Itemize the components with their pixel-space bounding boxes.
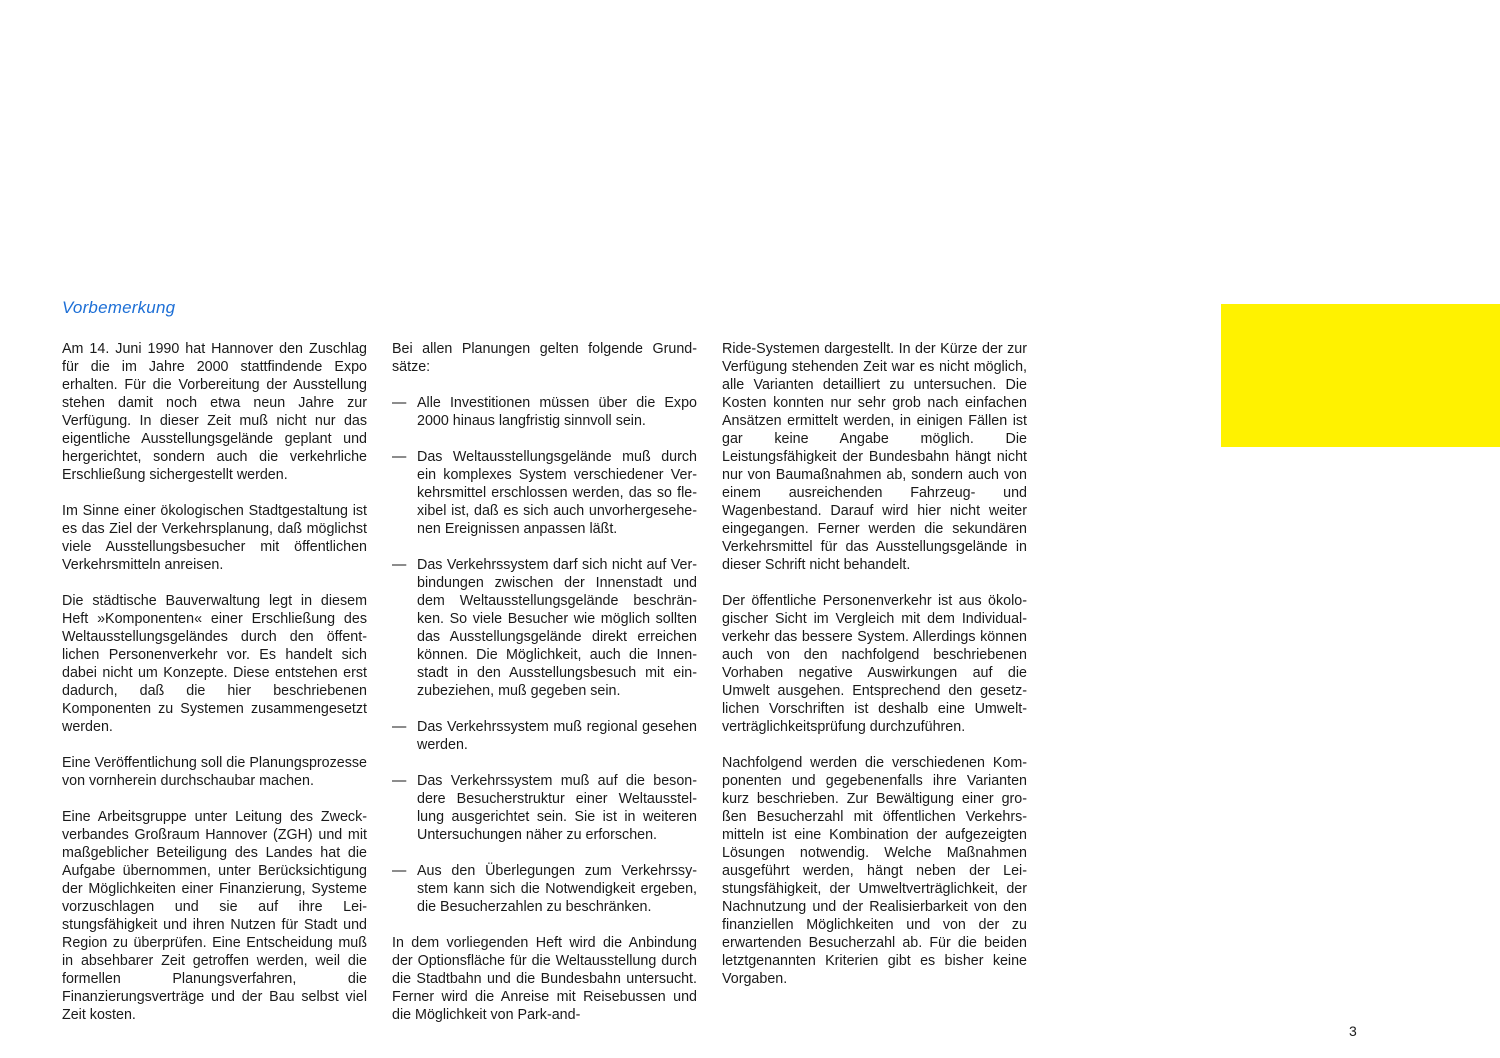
paragraph: Nachfolgend werden die verschiedenen Komponenten und gegebenenfalls ihre Varianten kurz beschrieben. Zur Bewältigung einer großen Besucherzahl mit öffentlichen Verkehrsmitteln ist eine Kombination der aufgezeigten Lösungen notwendig. Welche Maßnahmen ausgeführt werden, hängt neben der Leistungsfähigkeit, der Umweltverträglichkeit, der Nachnutzung und der Realisierbarkeit von den finanziellen Möglichkeiten und von der zu erwartenden Besucherzahl ab. Für die beiden letztgenannten Kriterien gibt es bisher keine Vorgaben. — [722, 755, 1027, 987]
paragraph: Ride-Systemen dargestellt. In der Kürze der zur Verfügung stehenden Zeit war es nicht möglich, alle Varianten detailliert zu untersuchen. Die Kosten konnten nur sehr grob nach einfachen Ansätzen ermittelt werden, in einigen Fällen ist gar keine Angabe möglich. Die Leistungsfähigkeit der Bundesbahn hängt nicht nur von Baumaßnahmen ab, sondern auch von einem ausreichenden Fahrzeug- und Wagenbestand. Darauf wird hier nicht weiter eingegangen. Ferner werden die sekundären Verkehrsmittel für das Ausstellungsgelände in dieser Schrift nicht behandelt. — [722, 341, 1027, 573]
text-column-1 — [62, 340, 367, 1042]
text-column-3 — [722, 340, 1027, 1006]
paragraph: Eine Arbeitsgruppe unter Leitung des Zweckverbandes Großraum Hannover (ZGH) und mit maßgeblicher Beteiligung des Landes hat die Aufgabe übernommen, unter Berücksichtigung der Möglichkeiten einer Finanzierung, Systeme vorzuschlagen und sie auf ihre Leistungsfähigkeit und ihren Nutzen für Stadt und Region zu überprüfen. Eine Entscheidung muß in absehbarer Zeit getroffen werden, weil die formellen Planungsverfahren, die Finanzierungsverträge und der Bau selbst viel Zeit kosten. — [62, 809, 367, 1023]
paragraph: Am 14. Juni 1990 hat Hannover den Zuschlag für die im Jahre 2000 stattfindende Expo erhalten. Für die Vorbereitung der Ausstellung stehen damit noch etwa neun Jahre zur Verfügung. In dieser Zeit muß nicht nur das eigentliche Ausstellungsgelände geplant und hergerichtet, sondern auch die verkehrliche Erschließung sichergestellt werden. — [62, 341, 367, 483]
paragraph: Die städtische Bauverwaltung legt in diesem Heft »Komponenten« einer Erschließung des Weltausstellungsgeländes durch den öffentlichen Personenverkehr vor. Es handelt sich dabei nicht um Konzepte. Diese entstehen erst dadurch, daß die hier beschriebenen Komponenten zu Systemen zusammengesetzt werden. — [62, 593, 367, 735]
paragraph: In dem vorliegenden Heft wird die Anbindung der Optionsfläche für die Weltausstellung durch die Stadtbahn und die Bundesbahn untersucht. Ferner wird die Anreise mit Reisebussen und die Möglichkeit von Park-and- — [392, 935, 697, 1023]
paragraph: Eine Veröffentlichung soll die Planungsprozesse von vornherein durchschaubar machen. — [62, 755, 367, 789]
list-item — [392, 556, 697, 700]
yellow-highlight-box — [1221, 304, 1500, 447]
dash-bullet: — — [392, 719, 407, 735]
list-item — [392, 772, 697, 844]
dash-bullet: — — [392, 449, 407, 465]
list-item — [392, 394, 697, 430]
paragraph: Im Sinne einer ökologischen Stadtgestaltung ist es das Ziel der Verkehrsplanung, daß möglichst viele Ausstellungsbesucher mit öffentlichen Verkehrsmitteln anreisen. — [62, 503, 367, 573]
section-heading: Vorbemerkung — [62, 298, 176, 317]
paragraph: Der öffentliche Personenverkehr ist aus ökologischer Sicht im Vergleich mit dem Individualverkehr das bessere System. Allerdings können auch von den nachfolgend beschriebenen Vorhaben negative Auswirkungen auf die Umwelt ausgehen. Entsprechend den gesetzlichen Vorschriften ist deshalb eine Umweltverträglichkeitsprüfung durchzuführen. — [722, 593, 1027, 735]
list-item-text: Aus den Überlegungen zum Verkehrssystem kann sich die Notwendigkeit ergeben, die Besucherzahlen zu beschränken. — [417, 863, 697, 915]
list-item-text: Das Verkehrssystem muß auf die besondere Besucherstruktur einer Weltausstellung ausgerichtet sein. Sie ist in weiteren Untersuchungen näher zu erforschen. — [417, 773, 697, 843]
dash-bullet: — — [392, 863, 407, 879]
page-number: 3 — [1349, 1023, 1357, 1039]
list-item-text: Das Verkehrssystem darf sich nicht auf Verbindungen zwischen der Innenstadt und dem Weltausstellungsgelände beschränken. So viele Besucher wie möglich sollten das Ausstellungsgelände direkt erreichen können. Die Möglichkeit, auch die Innenstadt in den Ausstellungsbesuch mit einzubeziehen, muß gegeben sein. — [417, 557, 697, 699]
dash-bullet: — — [392, 395, 407, 411]
dash-bullet: — — [392, 773, 407, 789]
list-item-text: Alle Investitionen müssen über die Expo 2000 hinaus langfristig sinnvoll sein. — [417, 395, 697, 429]
list-intro: Bei allen Planungen gelten folgende Grundsätze: — [392, 341, 697, 375]
principles-list — [392, 394, 697, 916]
list-item — [392, 448, 697, 538]
list-item-text: Das Verkehrssystem muß regional gesehen werden. — [417, 719, 697, 753]
list-item-text: Das Weltausstellungsgelände muß durch ein komplexes System verschiedener Verkehrsmittel erschlossen werden, das so flexibel ist, daß es sich auch unvorhergesehenen Ereignissen anpassen läßt. — [417, 449, 697, 537]
text-column-2 — [392, 340, 697, 1042]
list-item — [392, 862, 697, 916]
dash-bullet: — — [392, 557, 407, 573]
list-item — [392, 718, 697, 754]
